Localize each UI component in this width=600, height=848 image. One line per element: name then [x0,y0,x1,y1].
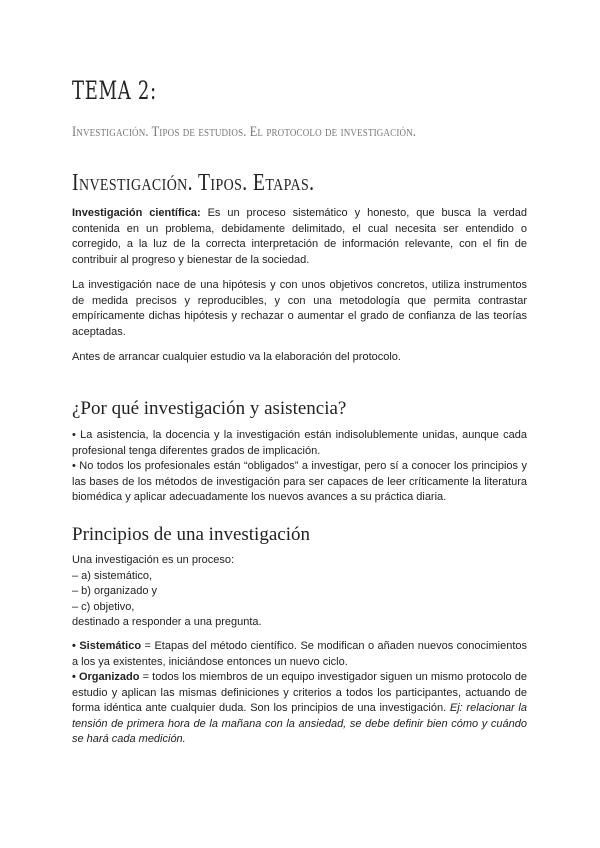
principle-item-objetivo: – c) objetivo, [72,600,135,613]
sistematico-term: • Sistemático [72,640,142,652]
definition-paragraph [72,206,527,268]
principles-outro: destinado a responder a una pregunta. [72,616,262,628]
section-heading-investigacion: Investigación. Tipos. Etapas. [72,170,315,196]
section-heading-principios: Principios de una investigación [72,524,310,545]
definition-term: Investigación científica: [72,207,201,219]
definition-text: Es un proceso sistemático y honesto, que busca la verdad contenida en un problema, debidamente delimitado, el cual necesita ser entendido o corregido, a la luz de la correcta interpretación de información relevante, con el fin de contribuir al progreso y bienestar de la sociedad. [72,207,528,266]
principles-list [72,553,532,631]
principle-item-organizado: – b) organizado y [72,585,157,597]
paragraph-hipotesis: La investigación nace de una hipótesis y con unos objetivos concretos, utiliza instrumentos de medida precisos y reproducibles, y con una metodología que permita contrastar empíricamente dichas hipótesis y rechazar o aumentar el grado de confianza de las teorías aceptadas. [72,279,527,338]
organizado-term: • Organizado [72,671,140,683]
organizado-text: = todos los miembros de un equipo investigador siguen un mismo protocolo de estudio y aplican las mismas definiciones y criterios a todos los participantes, actuando de forma idéntica ante cualquier duda. Son los principios de una investigación. [72,671,527,714]
principles-intro: Una investigación es un proceso: [72,554,235,566]
paragraph-protocolo: Antes de arrancar cualquier estudio va la elaboración del protocolo. [72,351,401,363]
bullet-sistematico [72,639,527,670]
bullet-profesionales: • No todos los profesionales están “obligados” a investigar, pero sí a conocer los principios y las bases de los métodos de investigación para ser capaces de leer críticamente la literatura biomédica y aplicar adecuadamente los nuevos avances a su práctica diaria. [72,460,527,503]
section-heading-por-que: ¿Por qué investigación y asistencia? [72,398,347,419]
organizado-example: Ej: relacionar la tensión de primera hora de la mañana con la ansiedad, se debe definir bien cómo y cuándo se hará cada medición. [72,702,527,745]
sistematico-text: = Etapas del método científico. Se modifican o añaden nuevos conocimientos a los ya existentes, iniciándose entonces un nuevo ciclo. [72,640,527,668]
document-title: TEMA 2: [72,76,157,105]
bullet-organizado [72,670,527,748]
bullet-asistencia: • La asistencia, la docencia y la investigación están indisolublemente unidas, aunque cada profesional tenga diferentes grados de implicación. [72,429,527,457]
principle-item-sistematico: – a) sistemático, [72,569,153,582]
document-subtitle: Investigación. Tipos de estudios. El protocolo de investigación. [72,124,417,140]
